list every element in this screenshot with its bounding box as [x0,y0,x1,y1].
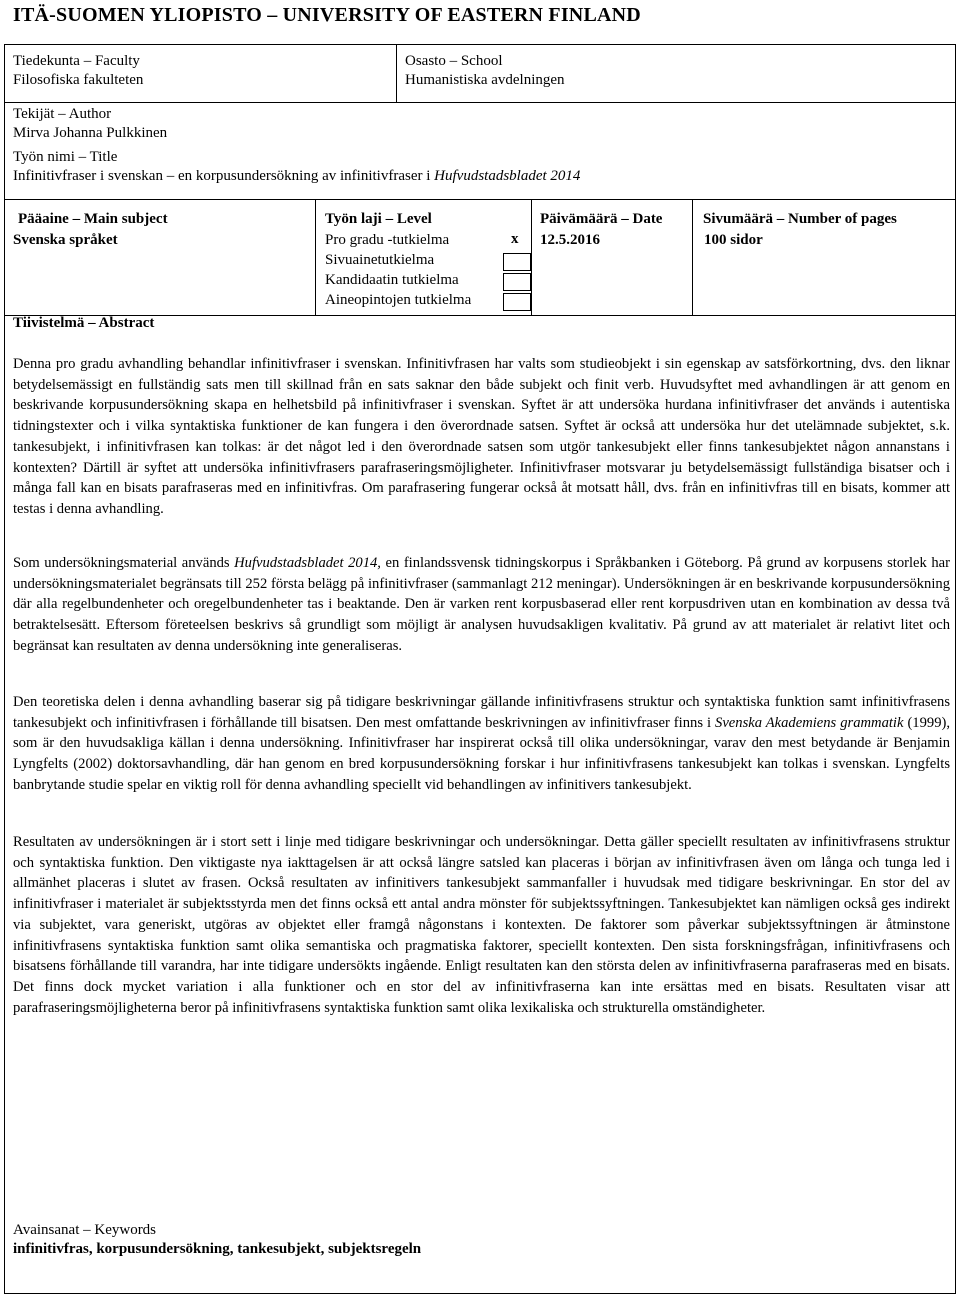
abstract-p2-italic: Hufvudstadsbladet 2014, [234,555,381,571]
form-frame [4,44,956,1294]
abstract-p1-text: Denna pro gradu avhandling behandlar infinitivfraser i svenskan. Infinitivfrasen har valts som studieobjekt i sin egenskap av satsförkortning, dvs. den liknar betydelsemässigt en fullständig sats men till skillnad från en sats saknar den både subjekt och finit verb. Huvudsyftet med avhandlingen är att genom en beskrivande korpusundersökning skapa en helhetsbild på infinitivfraser i svenskan. Syftet är att undersöka hurdana infinitivfraser det används i autentiska tidningstexter och i vilka syntaktiska funktioner de kan fungera i den överordnade satsen. Syftet är också att undersöka hur det utelämnade subjektet, s.k. tankesubjekt, i infinitivfrasen kan tolkas: är det något led i den överordnade satsen som utgör tankesubjekt eller finns tankesubjektet någon annanstans i kontexten? Därtill är syftet att undersöka infinitivfrasers parafraseringsmöjligheter. Infinitivfraser motsvarar ju betydelsemässigt fullständiga bisatser och i många fall kan en bisats parafraseras med en infinitivfras. Om parafrasering fungerar också åt motsatt håll, dvs. från en infinitivfras till en bisats, kommer att testas i denna avhandling. [13,356,950,517]
abstract-p3-text-b: (1999), som är den huvudsakliga källan i denna undersökning. Infinitivfraser har inspirerat också till olika undersökningar, varav den mest betydande är Benjamin Lyngfelts (2002) doktorsavhandling, där han genom en bred korpusundersökning forskar i hur infinitivfrasens tankesubjekt kan tolkas i svenskan. Lyngfelts banbrytande studie spelar en viktig roll för denna avhandling speciellt vid behandlingen av infinitivers tankesubjekt. [13,714,951,793]
abstract-paragraph-1 [13,354,950,520]
pages-value: 100 sidor [704,232,763,248]
title-italic: Hufvudstadsbladet 2014 [434,168,581,184]
level-label: Työn laji – Level [325,211,432,227]
school-value: Humanistiska avdelningen [405,72,565,88]
abstract-p2-text-a: Som undersökningsmaterial används [13,555,235,571]
level-option-kandidaatin: Kandidaatin tutkielma [325,272,459,288]
keywords-label: Avainsanat – Keywords [13,1222,157,1238]
title-row-divider [4,199,956,200]
abstract-label: Tiivistelmä – Abstract [13,315,155,331]
abstract-p4-text: Resultaten av undersökningen är i stort sett i linje med tidigare beskrivningar och undersökningar. Detta gäller speciellt resultaten av infinitivfrasens struktur och syntaktiska funktion. Den viktigaste nya iakttagelsen är att också längre satsled kan placeras i början av infinitivfrasen även om långa och tunga led i allmänhet placeras i slutet av frasen. Också resultaten av infinitivers tankesubjekt sammanfaller i huvudsak med tidigare beskrivningar. En stor del av infinitivfraser i materialet är subjektsstyrda men det finns också ett antal andra mönster för subjektssyftningen. Tankesubjektet kan nämligen också ges indirekt via subjektet, vara generiskt, utgöras av objektet eller framgå någonstans i kontexten. De faktorer som påverkar subjektssyftningen är åtminstone infinitivfrasens syntaktiska funktion samt olika semantiska och pragmatiska faktorer, speciellt kontexten. Den sista forskningsfrågan, infinitivfrasens och bisatsens förhållande till varandra, har inte tidigare undersökts ingående. Enligt resultaten kan den största delen av infinitivfraserna parafraseras med en bisats. Det finns dock mycket variation i alla funktioner och en stor del av infinitivfraserna kan inte ersättas med en bisats. Resultaten visar att parafraseringsmöjligheterna beror på infinitivfrasens syntaktiska funktion samt olika lexikaliska och strukturella omständigheter. [13,834,950,1016]
keywords-value: infinitivfras, korpusundersökning, tankesubjekt, subjektsregeln [13,1241,422,1257]
level-option-aineopintojen: Aineopintojen tutkielma [325,292,472,308]
abstract-paragraph-4 [13,832,950,1018]
abstract-p2-text-b: en finlandssvensk tidningskorpus i Språkbanken i Göteborg. På grund av korpusens storlek har undersökningsmaterialet begränsats till 252 första belägg på infinitivfraser (sammanlagt 212 meningar). Undersökningen är en beskrivande korpusundersökning där alla regelbundenheter och oregelbundenheter tas i beaktande. Den är varken rent korpusbaserad eller rent korpusdriven utan en kombination av dessa två betraktelsesätt. Eftersom företeelsen beskrivs så grundligt som möjligt är analysen huvudsakligen kvalitativ. På grund av att materialet är relativt litet och begränsat kan resultaten av denna undersökning inte generaliseras. [13,555,950,654]
abstract-paragraph-2 [13,553,950,657]
pages-label: Sivumäärä – Number of pages [703,211,897,227]
university-name: ITÄ-SUOMEN YLIOPISTO – UNIVERSITY OF EASTERN FINLAND [13,4,641,26]
abstract-p3-italic: Svenska Akademiens grammatik [715,714,904,731]
level-option-sivuaine: Sivuainetutkielma [325,252,435,268]
abstract-p3-text-a: Den teoretiska delen i denna avhandling baserar sig på tidigare beskrivningar gällande infinitivfrasens struktur och syntaktiska funktion samt infinitivfrasens tankesubjekt och infinitivfrasen i förhållande till bisatsen. Den mest omfattande beskrivningen av infinitivfraser finns i [13,694,950,731]
faculty-value: Filosofiska fakulteten [13,72,144,88]
date-value: 12.5.2016 [540,232,600,248]
faculty-row-divider [4,102,956,103]
level-option-pro-gradu: Pro gradu -tutkielma [325,232,450,248]
level-checkbox-aineopintojen [503,293,531,311]
level-checkbox-mark: x [511,231,519,247]
title-label: Työn nimi – Title [13,149,118,165]
subject-divider [315,199,316,315]
level-checkbox-kandidaatin [503,273,531,291]
level-checkbox-sivuaine [503,253,531,271]
author-label: Tekijät – Author [13,106,112,122]
abstract-paragraph-3 [13,692,950,796]
title-value [13,167,580,186]
main-subject-value: Svenska språket [13,232,118,248]
title-text: Infinitivfraser i svenskan – en korpusundersökning av infinitivfraser i [13,168,435,184]
school-label: Osasto – School [405,53,503,69]
main-subject-label: Pääaine – Main subject [18,211,168,227]
date-divider [692,199,693,315]
faculty-school-divider [396,44,397,102]
faculty-label: Tiedekunta – Faculty [13,53,140,69]
author-value: Mirva Johanna Pulkkinen [13,125,168,141]
date-label: Päivämäärä – Date [540,211,663,227]
level-divider [531,199,532,315]
